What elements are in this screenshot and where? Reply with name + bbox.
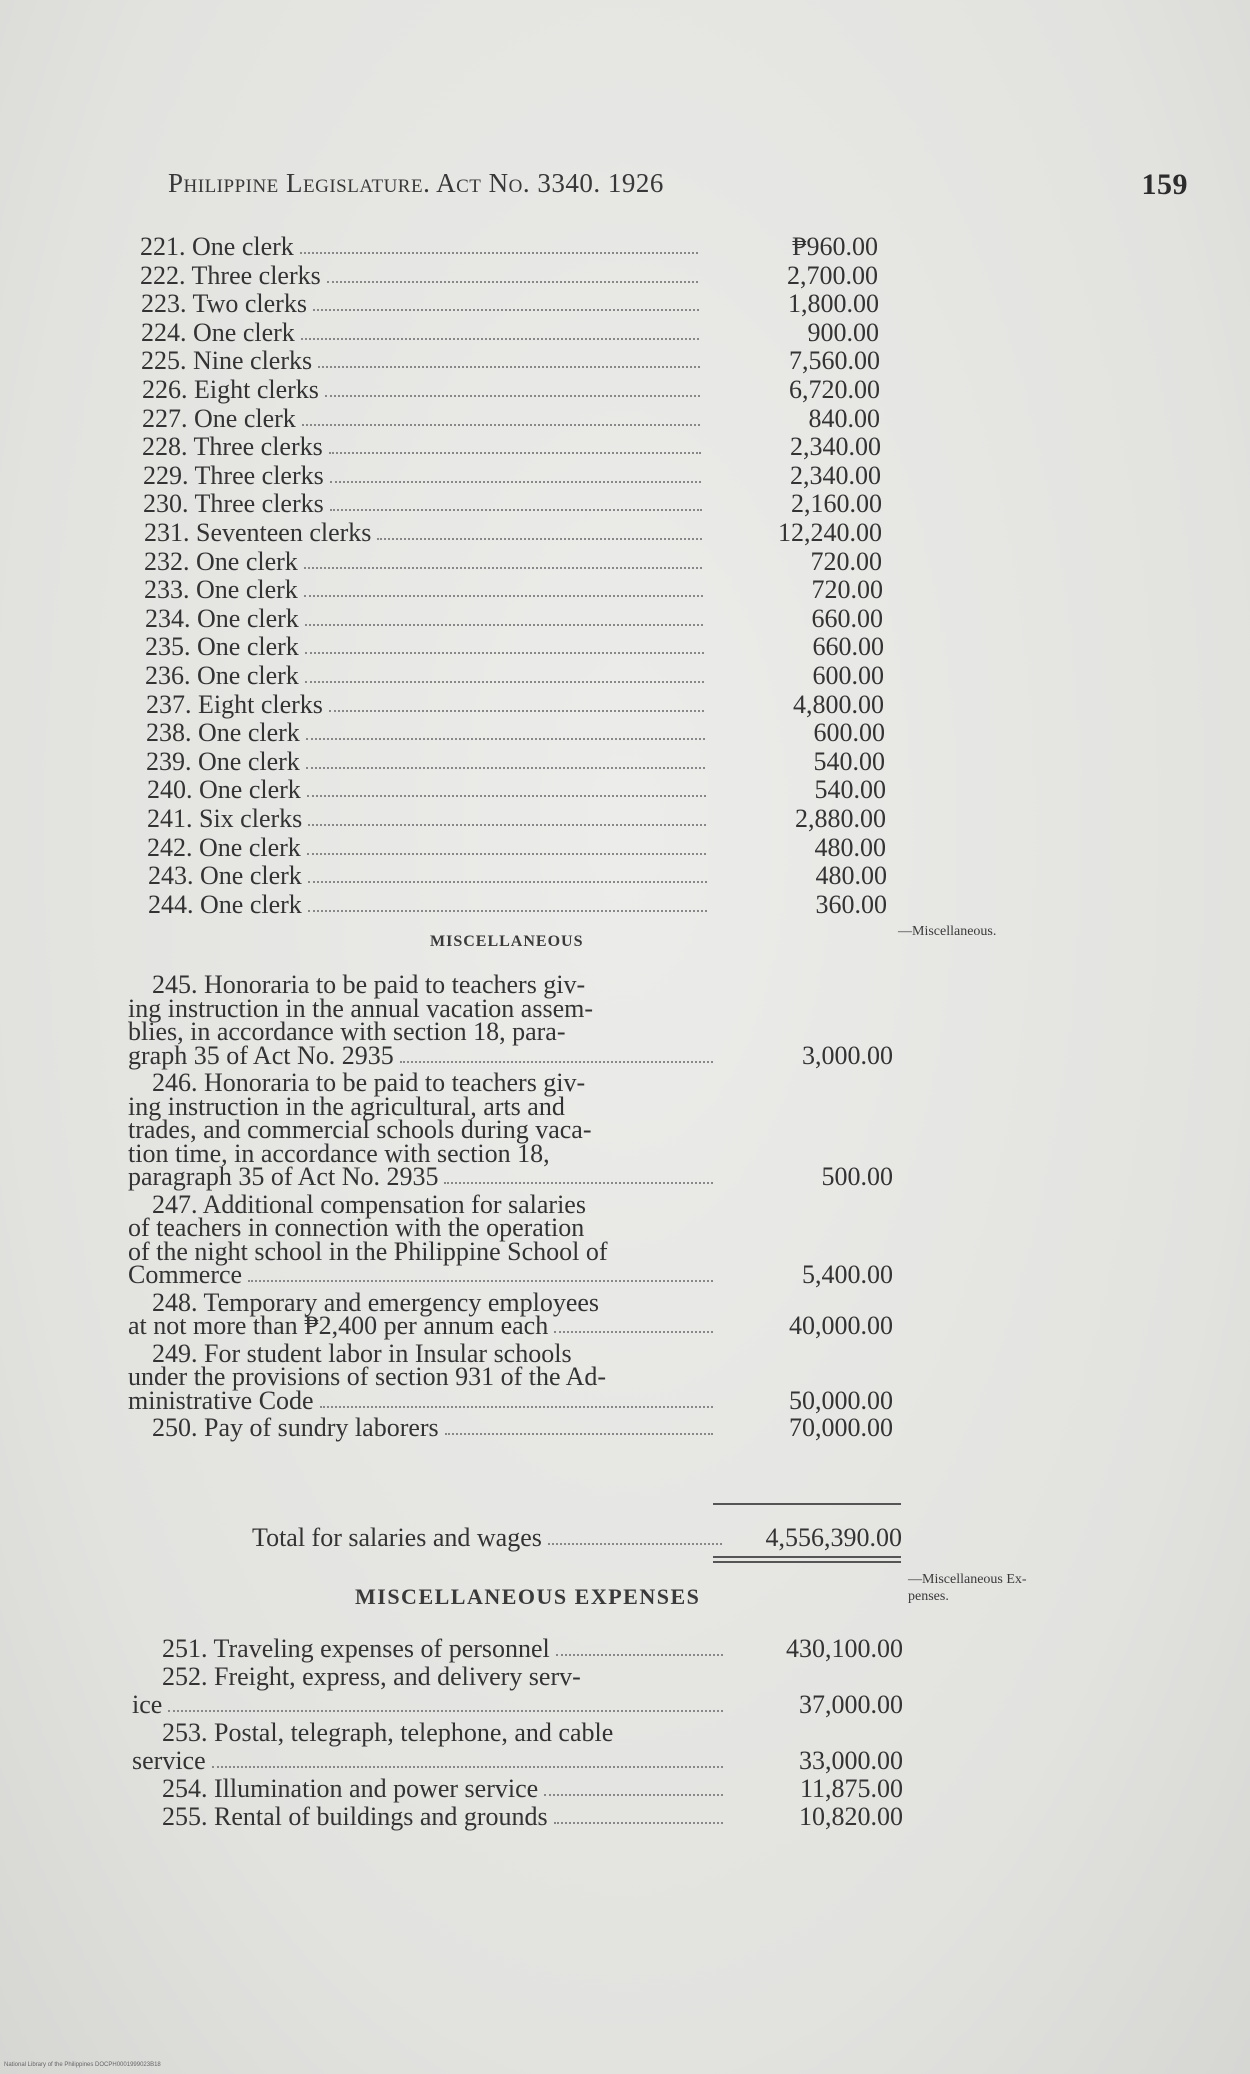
entry-label: 227. One clerk: [142, 404, 296, 433]
leader-dots: [248, 1280, 713, 1282]
expense-entry-line: [162, 1802, 903, 1832]
leader-dots: [306, 767, 705, 769]
entry-label: 248. Temporary and emergency employees: [152, 1288, 600, 1317]
entry-amount: 1,800.00: [788, 289, 879, 318]
entry-label: at not more than ₱2,400 per annum each: [128, 1311, 549, 1340]
entry-label: tion time, in accordance with section 18,: [128, 1139, 550, 1168]
leader-dots: [544, 1794, 723, 1796]
entry-label: 242. One clerk: [147, 833, 301, 862]
entry-label: service: [132, 1746, 206, 1775]
entry-label: 225. Nine clerks: [141, 346, 313, 375]
running-title: Philippine Legislature. Act No. 3340. 1926: [168, 168, 664, 198]
leader-dots: [554, 1331, 713, 1333]
entry-label: 230. Three clerks: [143, 489, 324, 518]
leader-dots: [307, 853, 706, 855]
entry-label: 240. One clerk: [147, 775, 301, 804]
entry-amount: 430,100.00: [786, 1634, 903, 1663]
expense-entry-line: [132, 1690, 903, 1720]
leader-dots: [330, 509, 702, 511]
entry-amount: 50,000.00: [789, 1386, 893, 1415]
leader-dots: [554, 1822, 723, 1824]
clerk-entry: [140, 261, 878, 291]
leader-dots: [305, 652, 704, 654]
entry-label: ing instruction in the annual vacation assem-: [128, 994, 593, 1023]
entry-label: 246. Honoraria to be paid to teachers giv-: [152, 1068, 586, 1097]
total-rule-top: [713, 1503, 901, 1505]
clerk-entry: [146, 718, 885, 748]
entry-amount: 720.00: [811, 575, 883, 604]
clerk-entry: [148, 861, 887, 891]
entry-amount: 4,556,390.00: [765, 1523, 902, 1552]
leader-dots: [313, 309, 699, 311]
clerk-entry: [145, 604, 883, 634]
entry-amount: 2,160.00: [791, 489, 882, 518]
entry-label: ministrative Code: [128, 1386, 314, 1415]
entry-label: 244. One clerk: [148, 890, 302, 919]
entry-label: Commerce: [128, 1260, 243, 1289]
entry-amount: 600.00: [813, 718, 885, 747]
misc-entry-line: [152, 1413, 893, 1443]
entry-label: 251. Traveling expenses of personnel: [162, 1634, 550, 1663]
leader-dots: [318, 366, 700, 368]
entry-amount: 840.00: [808, 404, 880, 433]
clerk-entry: [144, 518, 882, 548]
entry-amount: 540.00: [814, 775, 886, 804]
leader-dots: [325, 395, 700, 397]
leader-dots: [548, 1543, 722, 1545]
clerk-entry: [142, 404, 880, 434]
clerk-entry: [144, 575, 883, 605]
leader-dots: [301, 338, 699, 340]
entry-label: of teachers in connection with the operation: [128, 1213, 585, 1242]
clerk-entry: [141, 289, 879, 319]
entry-label: 236. One clerk: [145, 661, 299, 690]
leader-dots: [304, 567, 702, 569]
clerk-entry: [141, 346, 880, 376]
margin-note-miscellaneous: —Miscellaneous.: [898, 924, 997, 939]
entry-amount: ₱960.00: [792, 232, 878, 261]
leader-dots: [330, 481, 701, 483]
entry-label: of the night school in the Philippine School of: [128, 1237, 608, 1266]
entry-amount: 11,875.00: [799, 1774, 903, 1803]
entry-label: 237. Eight clerks: [146, 690, 323, 719]
entry-amount: 40,000.00: [789, 1311, 893, 1340]
entry-label: ice: [132, 1690, 163, 1719]
entry-label: 226. Eight clerks: [142, 375, 319, 404]
misc-entry-line: [128, 1041, 893, 1071]
entry-amount: 480.00: [814, 833, 886, 862]
entry-label: under the provisions of section 931 of the Ad-: [128, 1362, 607, 1391]
entry-amount: 500.00: [821, 1162, 893, 1191]
entry-amount: 360.00: [815, 890, 887, 919]
clerk-entry: [142, 375, 880, 405]
entry-label: 253. Postal, telegraph, telephone, and cable: [162, 1718, 614, 1747]
entry-amount: 900.00: [807, 318, 879, 347]
entry-label: ing instruction in the agricultural, arts and: [128, 1092, 565, 1121]
leader-dots: [320, 1406, 713, 1408]
clerk-entry: [140, 232, 878, 262]
entry-label: 255. Rental of buildings and grounds: [162, 1802, 548, 1831]
total-line: [252, 1523, 902, 1553]
entry-label: 252. Freight, express, and delivery serv-: [162, 1662, 581, 1691]
entry-label: 238. One clerk: [146, 718, 300, 747]
leader-dots: [329, 452, 701, 454]
entry-label: 223. Two clerks: [141, 289, 307, 318]
clerk-entry: [146, 690, 884, 720]
entry-label: 232. One clerk: [144, 547, 298, 576]
entry-label: 229. Three clerks: [143, 461, 324, 490]
section-heading-misc-expenses: MISCELLANEOUS EXPENSES: [355, 1584, 701, 1609]
clerk-entry: [147, 775, 886, 805]
entry-label: 254. Illumination and power service: [162, 1774, 539, 1803]
entry-amount: 4,800.00: [793, 690, 884, 719]
misc-entry-line: [128, 1260, 893, 1290]
leader-dots: [377, 538, 702, 540]
leader-dots: [308, 881, 707, 883]
clerk-entry: [145, 632, 884, 662]
leader-dots: [302, 424, 700, 426]
entry-label: 235. One clerk: [145, 632, 299, 661]
section-heading-miscellaneous: MISCELLANEOUS: [430, 933, 584, 950]
entry-amount: 3,000.00: [802, 1041, 893, 1070]
leader-dots: [444, 1182, 713, 1184]
entry-amount: 2,880.00: [795, 804, 886, 833]
entry-label: 247. Additional compensation for salaries: [152, 1190, 586, 1219]
leader-dots: [306, 738, 705, 740]
leader-dots: [445, 1433, 713, 1435]
clerk-entry: [148, 890, 887, 920]
entry-amount: 540.00: [813, 747, 885, 776]
clerk-entry: [145, 661, 884, 691]
entry-label: 250. Pay of sundry laborers: [152, 1413, 439, 1442]
entry-amount: 2,340.00: [790, 461, 881, 490]
clerk-entry: [141, 318, 879, 348]
entry-amount: 70,000.00: [789, 1413, 893, 1442]
page-header: [168, 168, 1188, 208]
entry-label: 222. Three clerks: [140, 261, 321, 290]
entry-amount: 10,820.00: [799, 1802, 903, 1831]
entry-amount: 37,000.00: [799, 1690, 903, 1719]
expense-entry-line: [162, 1662, 903, 1692]
expense-entry-line: [132, 1746, 903, 1776]
clerk-entry: [142, 432, 881, 462]
entry-amount: 2,340.00: [790, 432, 881, 461]
entry-label: 231. Seventeen clerks: [144, 518, 372, 547]
leader-dots: [307, 795, 706, 797]
misc-entry-line: [128, 1386, 893, 1416]
entry-amount: 480.00: [815, 861, 887, 890]
entry-amount: 33,000.00: [799, 1746, 903, 1775]
clerk-entry: [143, 489, 882, 519]
margin-note-misc-expenses: —Miscellaneous Ex-: [908, 1572, 1027, 1587]
leader-dots: [308, 910, 707, 912]
entry-amount: 6,720.00: [789, 375, 880, 404]
entry-amount: 2,700.00: [787, 261, 878, 290]
leader-dots: [327, 281, 698, 283]
entry-amount: 600.00: [812, 661, 884, 690]
entry-label: 245. Honoraria to be paid to teachers giv-: [152, 970, 586, 999]
expense-entry-line: [162, 1774, 903, 1804]
leader-dots: [168, 1710, 723, 1712]
entry-label: 224. One clerk: [141, 318, 295, 347]
margin-note-misc-expenses-2: penses.: [908, 1589, 949, 1604]
entry-label: Total for salaries and wages: [252, 1523, 542, 1552]
entry-label: 221. One clerk: [140, 232, 294, 261]
leader-dots: [212, 1766, 723, 1768]
leader-dots: [300, 252, 698, 254]
entry-label: paragraph 35 of Act No. 2935: [128, 1162, 439, 1191]
entry-label: 243. One clerk: [148, 861, 302, 890]
clerk-entry: [146, 747, 885, 777]
entry-label: blies, in accordance with section 18, para-: [128, 1017, 566, 1046]
leader-dots: [305, 624, 703, 626]
leader-dots: [308, 824, 706, 826]
entry-amount: 660.00: [812, 632, 884, 661]
total-rule-bottom-2: [713, 1561, 901, 1563]
entry-label: 239. One clerk: [146, 747, 300, 776]
leader-dots: [400, 1061, 713, 1063]
leader-dots: [329, 710, 704, 712]
entry-label: 228. Three clerks: [142, 432, 323, 461]
clerk-entry: [143, 461, 881, 491]
entry-label: 233. One clerk: [144, 575, 298, 604]
clerk-entry: [147, 804, 886, 834]
footer-credit: National Library of the Philippines DOCPH0001999023B18: [4, 2062, 161, 2068]
misc-entry-line: [128, 1162, 893, 1192]
entry-label: 241. Six clerks: [147, 804, 303, 833]
entry-amount: 12,240.00: [778, 518, 882, 547]
entry-amount: 660.00: [811, 604, 883, 633]
entry-label: trades, and commercial schools during vaca-: [128, 1115, 592, 1144]
entry-amount: 720.00: [810, 547, 882, 576]
clerk-entry: [147, 833, 886, 863]
misc-entry-line: [128, 1311, 893, 1341]
entry-label: 234. One clerk: [145, 604, 299, 633]
expense-entry-line: [162, 1718, 903, 1748]
leader-dots: [556, 1654, 723, 1656]
expense-entry-line: [162, 1634, 903, 1664]
entry-amount: 7,560.00: [789, 346, 880, 375]
leader-dots: [304, 595, 703, 597]
leader-dots: [305, 681, 704, 683]
entry-label: graph 35 of Act No. 2935: [128, 1041, 394, 1070]
total-rule-bottom: [713, 1556, 901, 1558]
clerk-entry: [144, 547, 882, 577]
page-number: 159: [1141, 168, 1188, 201]
entry-amount: 5,400.00: [802, 1260, 893, 1289]
entry-label: 249. For student labor in Insular schools: [152, 1339, 572, 1368]
